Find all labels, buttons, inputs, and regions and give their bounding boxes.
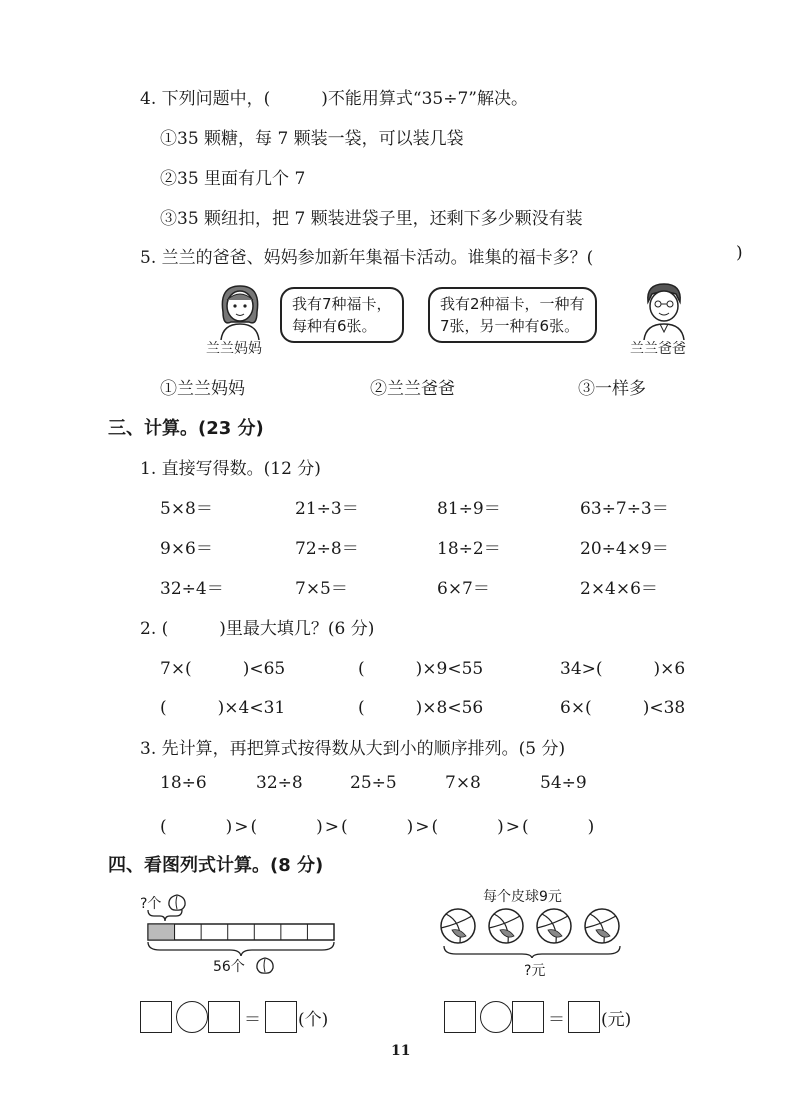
q5-option-2: ②兰兰爸爸: [370, 379, 455, 399]
calc-r3-c2: 7×5＝: [295, 579, 348, 599]
p1-title: 1. 直接写得数。(12 分): [140, 459, 321, 479]
dad-speech-line-2: 7张，另一种有6张。: [440, 317, 580, 335]
mom-speech-line-1: 我有7种福卡，: [292, 295, 392, 313]
peach-icon-2: [254, 955, 276, 975]
order-expr-1: 18÷6: [160, 773, 207, 793]
q4-option-1: ①35 颗糖，每 7 颗装一袋，可以装几袋: [160, 129, 464, 149]
calc-r3-c3: 6×7＝: [437, 579, 490, 599]
ball-icon: [441, 909, 475, 943]
order-expr-3: 25÷5: [350, 773, 397, 793]
calc-r1-c4: 63÷7÷3＝: [580, 499, 669, 519]
page-number: 11: [391, 1043, 411, 1059]
right-answer-box-1[interactable]: [444, 1001, 476, 1033]
right-answer-box-2[interactable]: [512, 1001, 544, 1033]
dad-speech-bubble: [428, 287, 597, 343]
left-answer-box-1[interactable]: [140, 1001, 172, 1033]
order-expr-4: 7×8: [445, 773, 481, 793]
calc-r1-c1: 5×8＝: [160, 499, 213, 519]
calc-r2-c3: 18÷2＝: [437, 539, 501, 559]
q5-stem-close: ): [736, 243, 743, 263]
left-operator-circle[interactable]: [176, 1001, 208, 1033]
fill-r1-c3: 34>( )×6: [560, 659, 686, 679]
left-unit: (个): [298, 1010, 329, 1030]
peach-bottom-label: 56个: [213, 959, 245, 975]
q5-stem: 5. 兰兰的爸爸、妈妈参加新年集福卡活动。谁集的福卡多？(: [140, 248, 594, 268]
right-result-box[interactable]: [568, 1001, 600, 1033]
p3-title: 3. 先计算，再把算式按得数从大到小的顺序排列。(5 分): [140, 739, 566, 759]
order-expr-5: 54÷9: [540, 773, 587, 793]
right-equals-sign: ＝: [548, 1010, 565, 1030]
dad-illustration: [636, 280, 692, 340]
calc-r3-c1: 32÷4＝: [160, 579, 224, 599]
left-equals-sign: ＝: [244, 1010, 261, 1030]
fill-r1-c2: ( )×9<55: [358, 659, 484, 679]
calc-r1-c3: 81÷9＝: [437, 499, 501, 519]
q4-stem: 4. 下列问题中，( )不能用算式“35÷7”解决。: [140, 89, 528, 109]
balls-diagram: [436, 906, 626, 958]
fill-r2-c1: ( )×4<31: [160, 698, 286, 718]
ball-bottom-label: ?元: [524, 963, 546, 979]
section3-title: 三、计算。(23 分): [108, 418, 264, 439]
ball-icon: [489, 909, 523, 943]
calc-r3-c4: 2×4×6＝: [580, 579, 658, 599]
section4-title: 四、看图列式计算。(8 分): [108, 855, 324, 876]
mom-speech-bubble: [280, 287, 404, 343]
mom-label: 兰兰妈妈: [206, 341, 262, 357]
calc-r1-c2: 21÷3＝: [295, 499, 359, 519]
calc-r2-c2: 72÷8＝: [295, 539, 359, 559]
p2-title: 2. ( )里最大填几？(6 分): [140, 619, 375, 639]
fill-r2-c2: ( )×8<56: [358, 698, 484, 718]
peach-bar-diagram: [140, 906, 340, 956]
q4-option-2: ②35 里面有几个 7: [160, 169, 306, 189]
q5-option-1: ①兰兰妈妈: [160, 379, 245, 399]
ball-icon: [537, 909, 571, 943]
dad-label: 兰兰爸爸: [630, 341, 686, 357]
right-unit: (元): [601, 1010, 632, 1030]
mom-illustration: [213, 282, 267, 340]
q4-option-3: ③35 颗纽扣，把 7 颗装进袋子里，还剩下多少颗没有装: [160, 209, 583, 229]
dad-speech-line-1: 我有2种福卡，一种有: [440, 295, 585, 313]
peach-top-label: ?个: [140, 896, 162, 912]
calc-r2-c1: 9×6＝: [160, 539, 213, 559]
calc-r2-c4: 20÷4×9＝: [580, 539, 669, 559]
order-expr-2: 32÷8: [256, 773, 303, 793]
ball-icon: [585, 909, 619, 943]
mom-speech-line-2: 每种有6张。: [292, 317, 377, 335]
order-answer-line: ( )>( )>( )>( )>( ): [160, 817, 597, 837]
ball-price-label: 每个皮球9元: [483, 889, 562, 905]
left-answer-box-2[interactable]: [208, 1001, 240, 1033]
left-result-box[interactable]: [265, 1001, 297, 1033]
fill-r2-c3: 6×( )<38: [560, 698, 686, 718]
right-operator-circle[interactable]: [480, 1001, 512, 1033]
fill-r1-c1: 7×( )<65: [160, 659, 286, 679]
q5-option-3: ③一样多: [578, 379, 646, 399]
